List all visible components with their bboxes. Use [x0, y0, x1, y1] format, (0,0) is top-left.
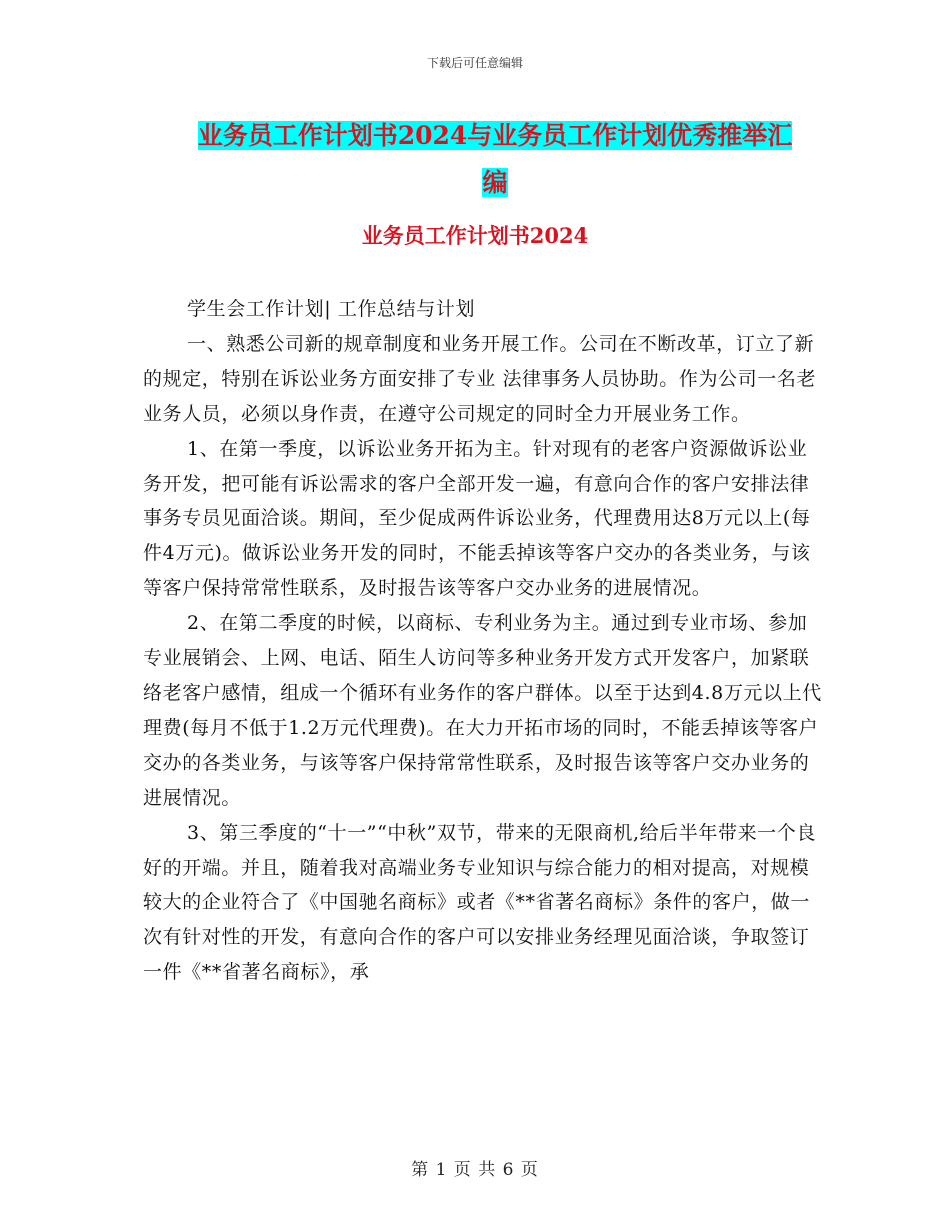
document-title [150, 112, 840, 206]
document-title-line-2: 编 [482, 168, 508, 197]
header-note: 下载后可任意编辑 [426, 56, 523, 70]
body-paragraph-4: 3、第三季度的“十一”“中秋”双节，带来的无限商机,给后半年带来一个良好的开端。并且，随着我对高端业务专业知识与综合能力的相对提高，对规模较大的企业符合了《中国驰名商标》或者《**省著名商标》条件的客户，做一次有针对性的开发，有意向合作的客户可以安排业务经理见面洽谈，争取签订一件《**省著名商标》，承 [143, 821, 816, 984]
document-title-line-1: 业务员工作计划书2024与业务员工作计划优秀推举汇 [197, 121, 793, 150]
document-body [143, 292, 823, 990]
section-title: 业务员工作计划书2024 [361, 223, 589, 248]
body-paragraph-2: 1、在第一季度，以诉讼业务开拓为主。针对现有的老客户资源做诉讼业务开发，把可能有诉讼需求的客户全部开发一遍，有意向合作的客户安排法律事务专员见面洽谈。期间，至少促成两件诉讼业务，代理费用达8万元以上(每件4万元)。做诉讼业务开发的同时，不能丢掉该等客户交办的各类业务，与该等客户保持常常性联系，及时报告该等客户交办业务的进展情况。 [143, 437, 811, 600]
body-paragraph-1: 一、熟悉公司新的规章制度和业务开展工作。公司在不断改革，订立了新的规定，特别在诉讼业务方面安排了专业 法律事务人员协助。作为公司一名老业务人员，必须以身作责，在遵守公司规定的同时全力开展业务工作。 [143, 332, 817, 425]
body-paragraph-intro: 学生会工作计划| 工作总结与计划 [187, 298, 476, 320]
page-number-footer: 第 1 页 共 6 页 [411, 1160, 539, 1180]
body-paragraph-3: 2、在第二季度的时候，以商标、专利业务为主。通过到专业市场、参加专业展销会、上网、电话、陌生人访问等多种业务开发方式开发客户，加紧联络老客户感情，组成一个循环有业务作的客户群体。以至于达到4.8万元以上代理费(每月不低于1.2万元代理费)。在大力开拓市场的同时，不能丢掉该等客户交办的各类业务，与该等客户保持常常性联系，及时报告该等客户交办业务的进展情况。 [143, 612, 822, 809]
